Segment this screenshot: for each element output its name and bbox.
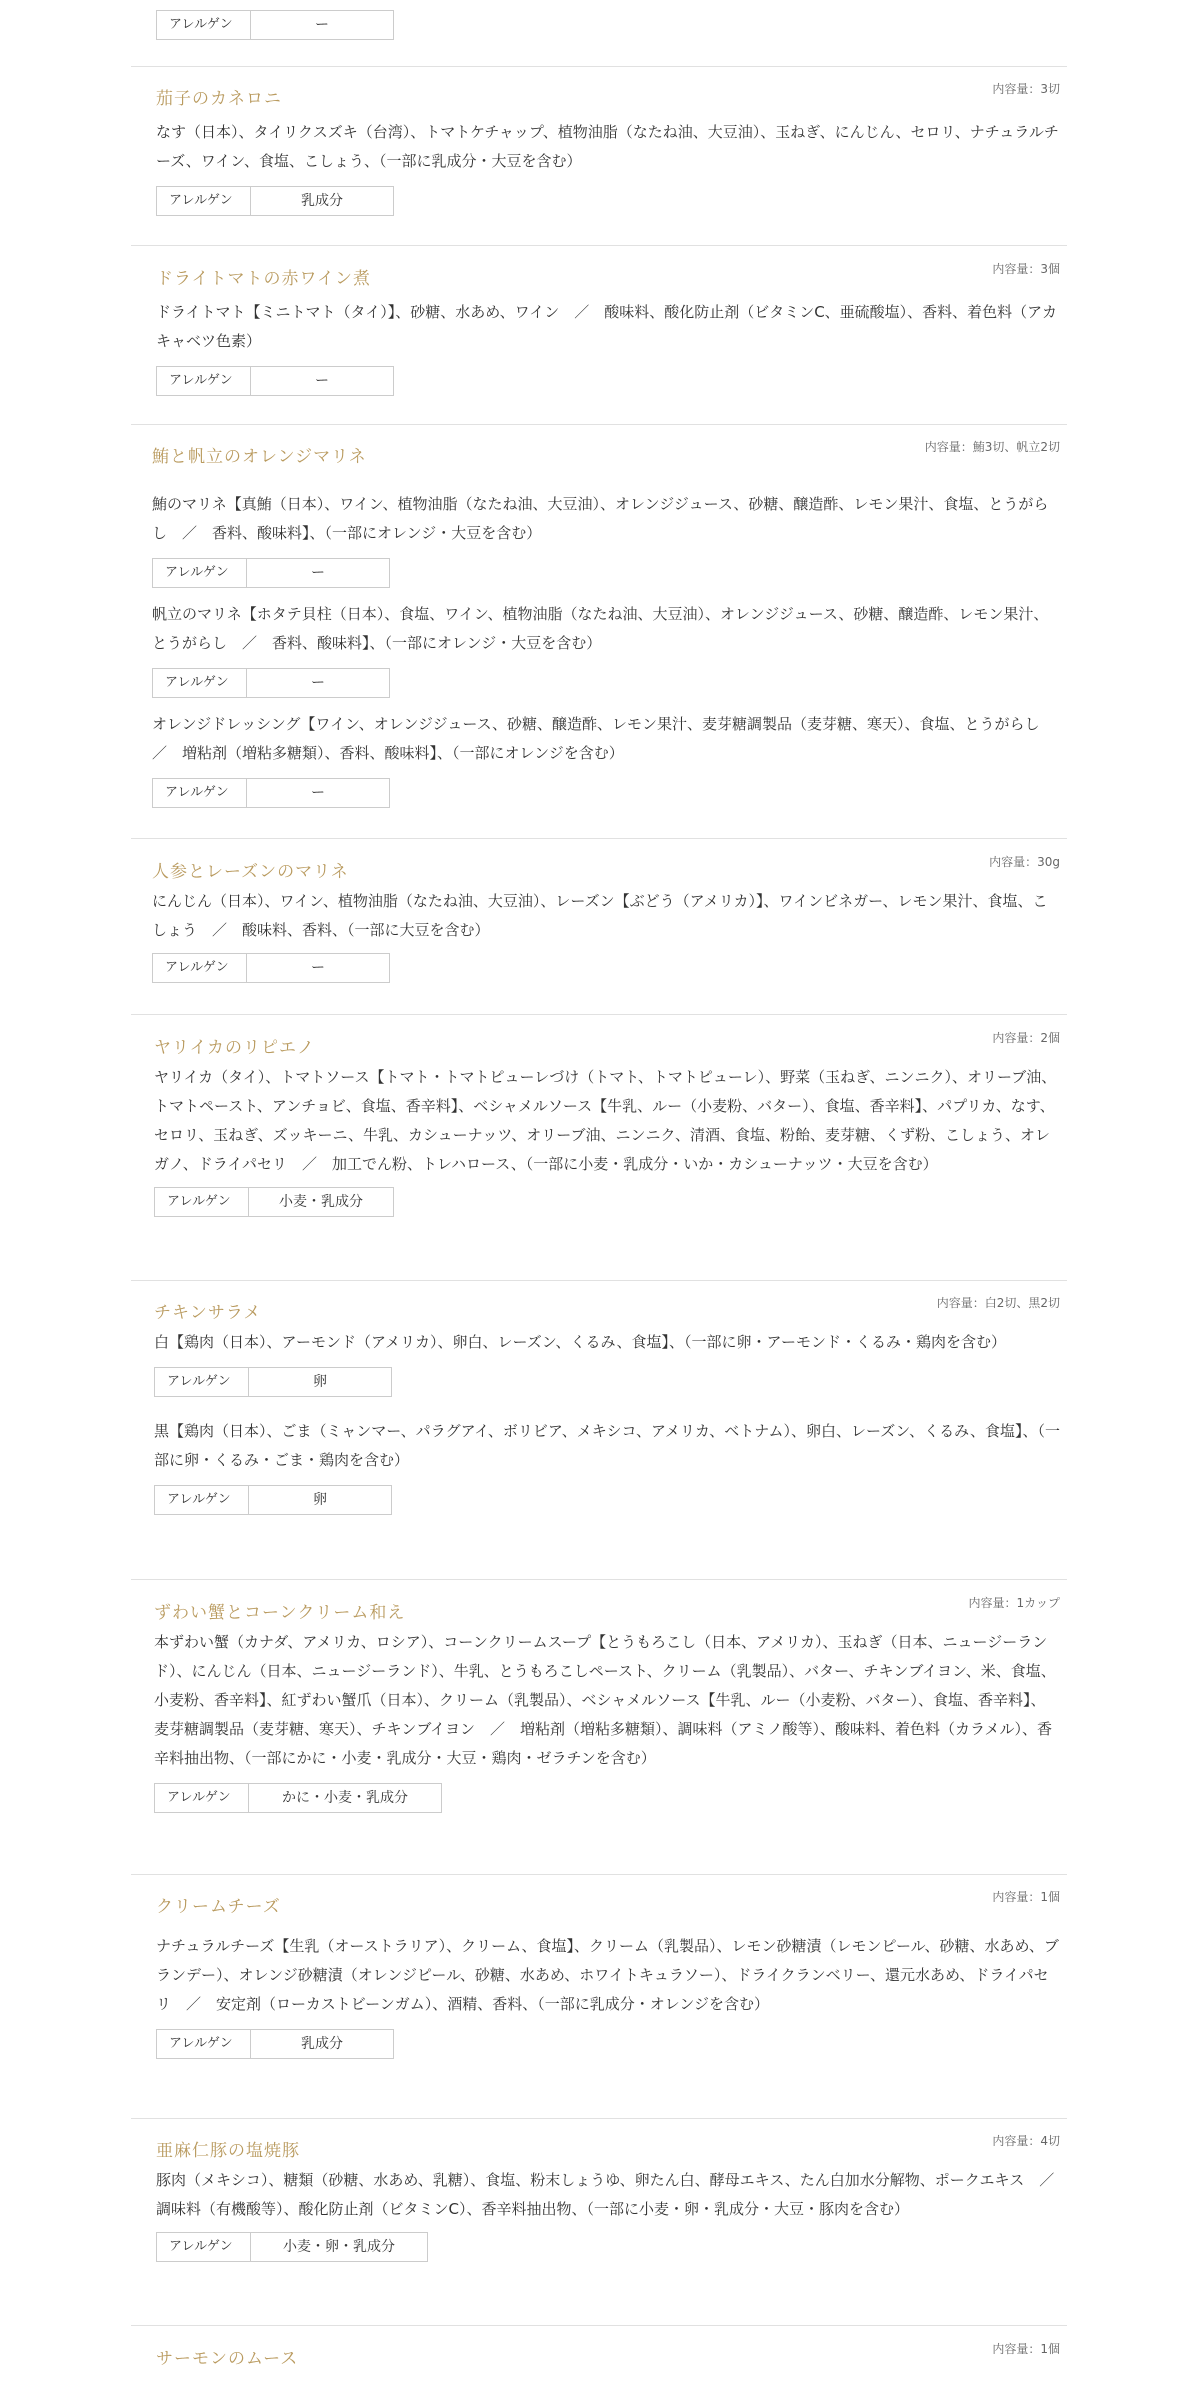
allergen-box (156, 2232, 428, 2262)
item-name: クリームチーズ (156, 1897, 281, 1917)
list-item (131, 851, 1067, 983)
allergen-box (152, 778, 390, 808)
divider (131, 66, 1067, 67)
allergen-label: アレルゲン (155, 1188, 249, 1216)
item-amount: 内容量：白2切、黒2切 (936, 1296, 1060, 1310)
allergen-label: アレルゲン (153, 779, 247, 807)
list-item (131, 2338, 1067, 2378)
allergen-value: ー (311, 960, 325, 976)
ingredient-text: 黒【鶏肉（日本）、ごま（ミャンマー、パラグアイ、ボリビア、メキシコ、アメリカ、ベトナム）、卵白、レーズン、くるみ、食塩】、（一部に卵・くるみ・ごま・鶏肉を含む） (154, 1422, 1061, 1469)
item-amount: 内容量：2個 (992, 1031, 1060, 1045)
item-amount: 内容量：3切 (992, 82, 1060, 96)
allergen-label: アレルゲン (157, 187, 251, 215)
allergen-label: アレルゲン (157, 367, 251, 395)
allergen-box (154, 1187, 394, 1217)
ingredient-text: 白【鶏肉（日本）、アーモンド（アメリカ）、卵白、レーズン、くるみ、食塩】、（一部に卵・アーモンド・くるみ・鶏肉を含む） (154, 1333, 1007, 1351)
allergen-box (154, 1367, 392, 1397)
allergen-value: ー (311, 675, 325, 691)
item-name: 人参とレーズンのマリネ (152, 862, 349, 882)
allergen-box (152, 558, 390, 588)
allergen-label: アレルゲン (157, 2233, 251, 2261)
divider (131, 1874, 1067, 1875)
allergen-box (156, 366, 394, 396)
ingredient-text: ヤリイカ（タイ）、トマトソース【トマト・トマトピューレづけ（トマト、トマトピューレ）、野菜（玉ねぎ、ニンニク）、オリーブ油、トマトペースト、アンチョビ、食塩、香辛料】、ベシャメルソース【牛乳、ルー（小麦粉、バター）、食塩、香辛料】、パプリカ、なす、セロリ、玉ねぎ、ズッキーニ、牛乳、カシューナッツ、オリーブ油、ニンニク、清酒、食塩、粉飴、麦芽糖、くず粉、こしょう、オレガノ、ドライパセリ ／ 加工でん粉、トレハロース、（一部に小麦・乳成分・いか・カシューナッツ・大豆を含む） (154, 1068, 1057, 1173)
item-name: ずわい蟹とコーンクリーム和え (154, 1603, 406, 1623)
item-amount: 内容量：1個 (992, 1890, 1060, 1904)
ingredient-text: ナチュラルチーズ【生乳（オーストラリア）、クリーム、食塩】、クリーム（乳製品）、レモン砂糖漬（レモンピール、砂糖、水あめ、ブランデー）、オレンジ砂糖漬（オレンジピール、砂糖、水あめ、ホワイトキュラソー）、ドライクランベリー、還元水あめ、ドライパセリ ／ 安定剤（ローカストビーンガム）、酒精、香料、（一部に乳成分・オレンジを含む） (156, 1937, 1059, 2013)
allergen-box (152, 953, 390, 983)
allergen-value: 小麦・乳成分 (279, 1194, 363, 1210)
allergen-value: 卵 (313, 1492, 327, 1508)
list-item (131, 1027, 1067, 1217)
item-amount: 内容量：鮪3切、帆立2切 (924, 440, 1060, 454)
allergen-box (152, 668, 390, 698)
allergen-value: ー (311, 785, 325, 801)
divider (131, 1014, 1067, 1015)
item-name: 茄子のカネロニ (156, 89, 282, 109)
allergen-value: 乳成分 (301, 193, 343, 209)
ingredient-text: 本ずわい蟹（カナダ、アメリカ、ロシア）、コーンクリームスープ【とうもろこし（日本、アメリカ）、玉ねぎ（日本、ニュージーランド）、にんじん（日本、ニュージーランド）、牛乳、とうもろこしペースト、クリーム（乳製品）、バター、チキンブイヨン、米、食塩、小麦粉、香辛料】、紅ずわい蟹爪（日本）、クリーム（乳製品）、ベシャメルソース【牛乳、ルー（小麦粉、バター）、食塩、香辛料】、麦芽糖調製品（麦芽糖、寒天）、チキンブイヨン ／ 増粘剤（増粘多糖類）、調味料（アミノ酸等）、酸味料、着色料（カラメル）、香辛料抽出物、（一部にかに・小麦・乳成分・大豆・鶏肉・ゼラチンを含む） (154, 1633, 1056, 1767)
allergen-label: アレルゲン (153, 559, 247, 587)
ingredient-text: にんじん（日本）、ワイン、植物油脂（なたね油、大豆油）、レーズン【ぶどう（アメリカ）】、ワインビネガー、レモン果汁、食塩、こしょう ／ 酸味料、香料、（一部に大豆を含む） (152, 892, 1048, 939)
list-item-previous (131, 10, 1067, 40)
allergen-box (154, 1783, 442, 1813)
allergen-value: かに・小麦・乳成分 (282, 1790, 408, 1806)
item-name: ドライトマトの赤ワイン煮 (156, 269, 371, 289)
allergen-label: アレルゲン (155, 1486, 249, 1514)
list-item (131, 1292, 1067, 1515)
allergen-label: アレルゲン (157, 11, 251, 39)
item-name: 亜麻仁豚の塩焼豚 (156, 2141, 300, 2161)
allergen-label: アレルゲン (157, 2030, 251, 2058)
item-amount: 内容量：4切 (992, 2134, 1060, 2148)
list-item (131, 78, 1067, 216)
item-amount: 内容量：1個 (992, 2342, 1060, 2356)
allergen-label: アレルゲン (153, 669, 247, 697)
allergen-box (156, 10, 394, 40)
list-item (131, 1592, 1067, 1813)
item-amount: 内容量：3個 (992, 262, 1060, 276)
item-amount: 内容量：30g (989, 855, 1060, 869)
allergen-label: アレルゲン (155, 1784, 249, 1812)
divider (131, 424, 1067, 425)
allergen-box (156, 186, 394, 216)
item-amount: 内容量：1カップ (968, 1596, 1060, 1610)
divider (131, 2325, 1067, 2326)
item-name: 鮪と帆立のオレンジマリネ (152, 447, 367, 467)
allergen-value: ー (315, 17, 329, 33)
list-item (131, 258, 1067, 396)
item-name: サーモンのムース (156, 2349, 299, 2369)
ingredient-text: 豚肉（メキシコ）、糖類（砂糖、水あめ、乳糖）、食塩、粉末しょうゆ、卵たん白、酵母エキス、たん白加水分解物、ポークエキス ／ 調味料（有機酸等）、酸化防止剤（ビタミンC）、香辛料抽出物、（一部に小麦・卵・乳成分・大豆・豚肉を含む） (156, 2171, 1070, 2218)
allergen-value: 小麦・卵・乳成分 (283, 2239, 395, 2255)
item-name: ヤリイカのリピエノ (154, 1038, 315, 1058)
allergen-box (156, 2029, 394, 2059)
divider (131, 245, 1067, 246)
allergen-label: アレルゲン (155, 1368, 249, 1396)
ingredient-text: オレンジドレッシング【ワイン、オレンジジュース、砂糖、醸造酢、レモン果汁、麦芽糖調製品（麦芽糖、寒天）、食塩、とうがらし ／ 増粘剤（増粘多糖類）、香料、酸味料】、（一部にオレンジを含む） (152, 715, 1055, 762)
allergen-value: 卵 (313, 1374, 327, 1390)
list-item (131, 2130, 1070, 2262)
allergen-value: 乳成分 (301, 2036, 343, 2052)
divider (131, 2118, 1067, 2119)
allergen-label: アレルゲン (153, 954, 247, 982)
divider (131, 1280, 1067, 1281)
ingredient-text: 帆立のマリネ【ホタテ貝柱（日本）、食塩、ワイン、植物油脂（なたね油、大豆油）、オレンジジュース、砂糖、醸造酢、レモン果汁、とうがらし ／ 香料、酸味料】、（一部にオレンジ・大豆を含む） (152, 605, 1049, 652)
list-item (131, 1886, 1067, 2059)
allergen-value: ー (311, 565, 325, 581)
allergen-value: ー (315, 373, 329, 389)
ingredient-text: 鮪のマリネ【真鮪（日本）、ワイン、植物油脂（なたね油、大豆油）、オレンジジュース、砂糖、醸造酢、レモン果汁、食塩、とうがらし ／ 香料、酸味料】、（一部にオレンジ・大豆を含む） (152, 495, 1049, 542)
allergen-box (154, 1485, 392, 1515)
item-name: チキンサラメ (154, 1303, 262, 1323)
ingredient-text: なす（日本）、タイリクスズキ（台湾）、トマトケチャップ、植物油脂（なたね油、大豆油）、玉ねぎ、にんじん、セロリ、ナチュラルチーズ、ワイン、食塩、こしょう、（一部に乳成分・大豆を含む） (156, 123, 1059, 170)
divider (131, 1579, 1067, 1580)
divider (131, 838, 1067, 839)
ingredient-text: ドライトマト【ミニトマト（タイ）】、砂糖、水あめ、ワイン ／ 酸味料、酸化防止剤（ビタミンC、亜硫酸塩）、香料、着色料（アカキャベツ色素） (156, 303, 1058, 350)
list-item (131, 436, 1067, 808)
